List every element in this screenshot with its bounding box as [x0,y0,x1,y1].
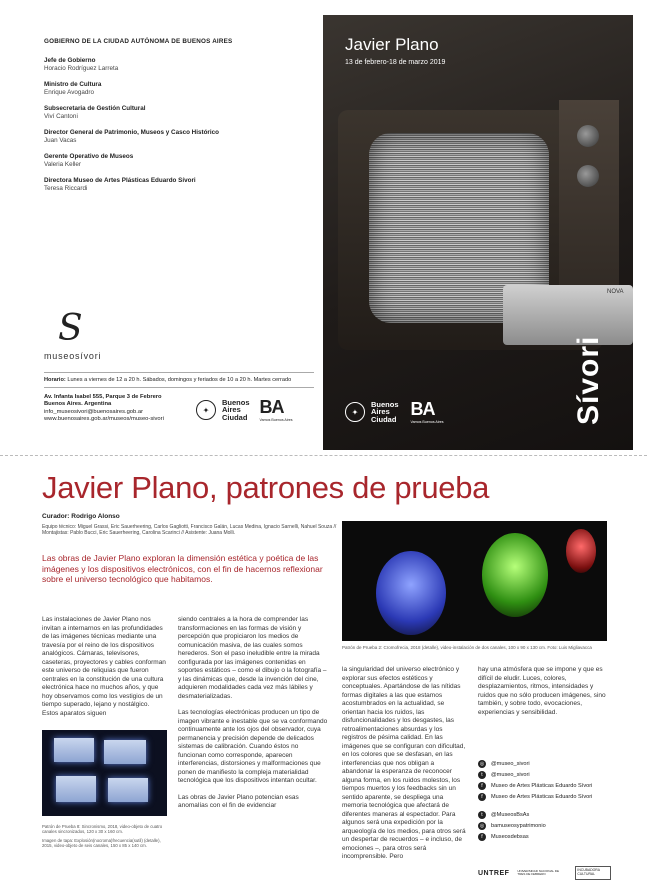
tv-knob-icon [577,165,599,187]
city-seal-icon: ✦ [196,400,216,420]
facebook-icon: f [478,793,486,801]
text-column-4 [478,666,608,725]
credit-name: Juan Vacas [44,137,77,144]
fold-line [0,455,647,456]
photo-caption-right: Patrón de Prueba 2: Cromofrecia, 2018 (detalle), video-instalación de dos canales, 100 x 90 x 130 cm. Foto: Luis Migliavacca [342,645,592,650]
social-handle: bamuseosypatrimonio [491,822,546,829]
credit-role: Gerente Operativo de Museos [44,153,134,160]
social-handle: @museo_sivori [491,760,530,767]
cover-image [323,15,633,450]
ba-logo-cover [345,400,444,424]
paragraph: Las instalaciones de Javier Plano nos invitan a internarnos en las profundidades de las imágenes técnicas mediante una travesía por el reino de los dispositivos analógicos. Cámaras, televisores, caseteras, proyectores y cables conforman este universo de reliquias que fueron centrales en la constitución de una cultura electrónica hace no muchos años, y que hoy observamos como los vestigios de un tiempo superado, lejano y nostálgico. Estos aparatos siguen [42,616,166,717]
social-handle: @museo_sivori [491,771,530,778]
address-line2: Buenos Aires. Argentina [44,401,112,408]
paragraph: la singularidad del universo electrónico y explorar sus efectos estéticos y conceptuales. Apartándose de las nítidas formas digitales a las que estamos acostumbrados en la actualidad, se orientan hacia los ruidos, las disfuncionalidades y los desgastes, las retroalimentaciones absurdas y los registros de pésima calidad. En las imágenes que se configuran con dificultad, en los colores que se desfasan, en las interferencias que nos obligan a abandonar la esperanza de reconocer alguna forma, en los ruidos molestos, los tiempos muertos y los feedbacks sin un sentido aparente, se despliega una memoria tecnológica que afectará de diferentes maneras al espectador. Para algunos será una expedición por la arqueología de los medios, para otros será un despertar de recuerdos – e incluso, de emociones –, para otros será incomprensible. Pero [342,666,466,860]
cover-brand: Sívori [572,335,605,425]
screen-pane [108,778,148,802]
untref-logo: UNTREF [478,869,510,877]
tv-knob-icon [577,125,599,147]
hours-text: Lunes a viernes de 12 a 20 h. Sábados, domingos y feriados de 10 a 20 h. Martes cerrado [67,377,292,383]
credit-role: Director General de Patrimonio, Museos y Casco Histórico [44,129,219,136]
social-link[interactable] [478,758,618,769]
credit-item [44,57,314,73]
facebook-icon: f [478,782,486,790]
social-link[interactable] [478,820,618,831]
credit-item [44,105,314,121]
social-link[interactable] [478,780,618,791]
social-handle: @MuseosBsAs [491,811,530,818]
credit-name: Teresa Riccardi [44,185,88,192]
credit-name: Horacio Rodríguez Larreta [44,65,119,72]
ba-mark: BA Vamos Buenos Aires [259,397,293,422]
instagram-icon: ◎ [479,822,485,829]
credit-role: Subsecretaria de Gestión Cultural [44,105,146,112]
green-light [482,533,548,617]
social-links [478,758,618,842]
opening-hours [44,372,314,388]
credit-item [44,177,314,193]
credit-name: Valeria Keller [44,161,81,168]
social-link[interactable] [478,769,618,780]
ba-mark: BA Vamos Buenos Aires [410,399,444,424]
credit-role: Ministro de Cultura [44,81,102,88]
museo-logo-mark: S [58,308,83,349]
credits-block [44,38,314,201]
credit-item [44,129,314,145]
photo-caption-left: Patrón de Prueba 8: Sincronismo, 2018, video-objeto de cuatro canales sincronizados, 120 x 30 x 160 cm. Imagen de tapa: Explosión(nocroma)frecuencia(sutil) (detalle), 2015, video-objeto de seis canales, 150 x 85 x 140 cm. [42,824,163,849]
red-light [566,529,596,573]
address-line1: Av. Infanta Isabel 555, Parque 3 de Febrero [44,394,162,400]
cover-dates: 13 de febrero-18 de marzo 2019 [345,59,446,66]
article-title: Javier Plano, patrones de prueba [42,470,490,505]
screen-pane [104,740,146,764]
buenos-aires-ciudad-text: Buenos Aires Ciudad [371,399,399,424]
website-link[interactable]: www.buenosaires.gob.ar/museos/museo-sivori [44,416,164,423]
untref-logos [478,866,611,880]
blue-light [376,551,446,635]
credit-role: Jefe de Gobierno [44,57,96,64]
facebook-icon: f [478,833,486,841]
social-link[interactable] [478,831,618,842]
text-column-1 [42,616,167,726]
sincronismo-photo [42,730,167,816]
social-handle: Museo de Artes Plásticas Eduardo Sívori [491,793,593,800]
social-link[interactable] [478,791,618,802]
screen-pane [56,776,96,802]
paragraph: hay una atmósfera que se impone y que es difícil de eludir. Luces, colores, desplazamientos, ritmos, intensidades y ruidos que no sólo producen imágenes, sino también, y sobre todo, evocaciones, experiencias y sensibilidad. [478,666,606,716]
museo-logo-text: museosívori [44,351,102,361]
paragraph: Las tecnologías electrónicas producen un tipo de imagen vibrante e inestable que se va conformando continuamente ante los ojos del observador, cuya permanencia y precisión depende de delicados sistemas de calibración. Cuando éstos no funcionan como corresponde, aparecen interferencias, distorsiones y malformaciones que ponen de manifiesto la compleja materialidad tecnológica que los dispositivos intentan ocultar. [178,709,328,784]
untref-subtitle: UNIVERSIDAD NACIONAL DE TRES DE FEBRERO [517,868,559,876]
government-title: GOBIERNO DE LA CIUDAD AUTÓNOMA DE BUENOS AIRES [44,38,233,45]
museo-sivori-logo [44,308,124,364]
credit-name: Enrique Avogadro [44,89,94,96]
social-link[interactable] [478,809,618,820]
social-handle: Museosdebsas [491,833,529,840]
ba-logo-left [196,398,293,422]
camera-label: NOVA [607,289,624,295]
address-block [44,394,194,424]
paragraph: Las obras de Javier Plano potencian esas anomalías con el fin de evidenciar [178,793,299,809]
screen-pane [54,738,94,762]
twitter-icon: t [478,771,486,779]
paragraph: siendo centrales a la hora de comprender las transformaciones en las formas de visión y percepción que propiciaron los medios de comunicación masiva, de las cuales somos herederos. Son el paso ineludible entre la mirada configurada por las imágenes contenidas en soportes estáticos – como el dibujo o la fotografía – y las dinámicas que, desde la invención del cine, adquieren modalidades cada vez más lábiles y desmaterializadas. [178,616,327,700]
curator-line: Curador: Rodrigo Alonso [42,513,120,520]
credit-role: Directora Museo de Artes Plásticas Eduardo Sívori [44,177,196,184]
credit-item [44,81,314,97]
incubadora-logo: INCUBADORA CULTURAL [575,866,611,880]
city-seal-icon: ✦ [345,402,365,422]
hours-label: Horario: [44,377,66,383]
credit-item [44,153,314,169]
buenos-aires-ciudad-text: Buenos Aires Ciudad [222,397,250,422]
social-handle: Museo de Artes Plásticas Eduardo Sívori [491,782,593,789]
team-credits: Equipo técnico: Miguel Grassi, Eric Sauerheering, Carlos Gagliotti, Francisco Galán, Lucas Medina, Ignacio Sarnelli, Nahuel Souza // Montajistas: Pablo Bucci, Eric Sauerheering, Carolina Scarinci // Asistente: Juana Molli. [42,524,337,537]
instagram-icon: ◎ [479,760,485,767]
credit-name: Viví Cantoni [44,113,78,120]
text-column-2 [178,616,328,819]
traffic-lights-photo [342,521,607,641]
cover-title: Javier Plano [345,35,439,54]
email-link[interactable]: info_museosivori@buenosaires.gob.ar [44,408,144,415]
intro-paragraph: Las obras de Javier Plano exploran la dimensión estética y poética de las imágenes y los dispositivos electrónicos, con el fin de hacernos reflexionar sobre el universo tecnológico que habitamos. [42,553,323,584]
text-column-3 [342,666,467,870]
twitter-icon: t [478,811,486,819]
credit-list [44,57,314,193]
